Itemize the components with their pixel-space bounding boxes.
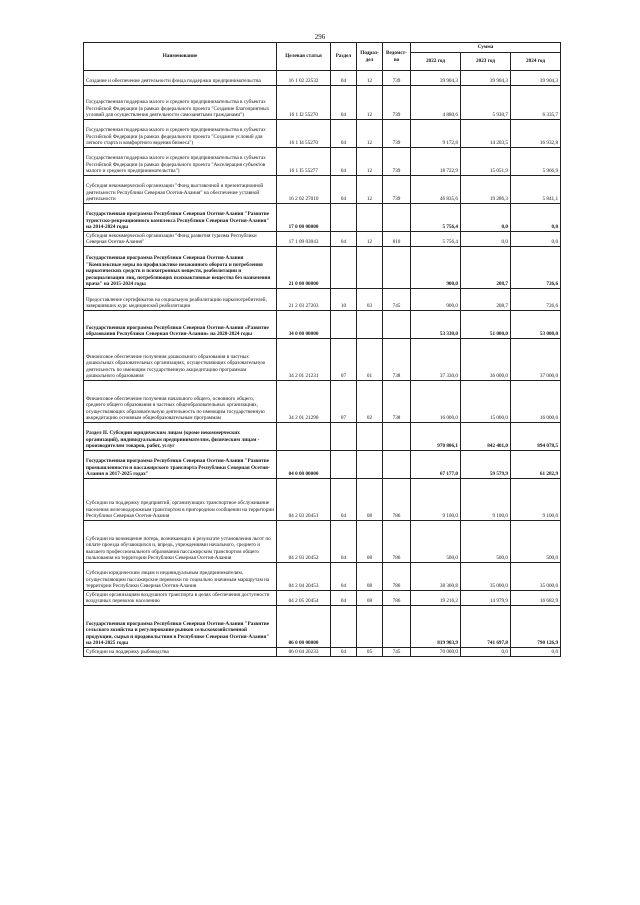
table-row [84, 204, 561, 232]
row-2024: 790 126,9 [511, 606, 561, 648]
row-target: 04 2 03 20451 [277, 479, 331, 521]
row-2023: 842 401,0 [461, 423, 511, 451]
row-2023: 500,0 [461, 521, 511, 563]
row-2022: 9 172,8 [411, 120, 461, 148]
table-row [84, 232, 561, 247]
row-name: Субсидии на возмещение потерь, возникающих в результате установления льгот по оплате проезда обучающихся и, впредь, учреждениями начального, среднего и высшего профессионального образования пассажирским транспортом общего пользования на территории Республики Северная Осетия-Алания [84, 521, 277, 563]
row-subsection: 12 [357, 120, 383, 148]
row-dept: 739 [383, 176, 411, 204]
row-subsection: 12 [357, 86, 383, 120]
row-2023: 36 000,0 [461, 339, 511, 381]
row-dept [383, 451, 411, 479]
header-2024: 2024 год [511, 53, 561, 71]
row-target: 16 1 02 22532 [277, 71, 331, 86]
page-number: 296 [314, 33, 326, 41]
header-dept: Ведомст-во [383, 43, 411, 71]
table-row [84, 289, 561, 311]
row-subsection: 12 [357, 148, 383, 176]
row-subsection: 08 [357, 563, 383, 591]
row-subsection [357, 423, 383, 451]
header-subsection: Подраз-дел [357, 43, 383, 71]
row-2024: 500,0 [511, 521, 561, 563]
row-dept: 786 [383, 521, 411, 563]
table-row [84, 381, 561, 423]
row-dept: 738 [383, 339, 411, 381]
row-name: Государственная программа Республики Северная Осетия-Алания "Комплексные меры по профилактике незаконного оборота и потребления наркотических средств и психотропных веществ, реабилитации и ресоциализации лиц, потребляющих психоактивные вещества без назначения врача" на 2015-2024 годы [84, 247, 277, 289]
row-dept [383, 204, 411, 232]
row-dept [383, 423, 411, 451]
row-2024: 5 841,1 [511, 176, 561, 204]
row-2022: 19 216,2 [411, 591, 461, 606]
row-name: Государственная поддержка малого и среднего предпринимательства в субъектах Российской Федерации (в рамках федерального проекта "Акселерация субъектов малого и среднего предпринимательства") [84, 148, 277, 176]
row-2022: 70 000,0 [411, 648, 461, 657]
row-name: Финансовое обеспечение получения дошкольного образования в частных дошкольных образовательных организациях, осуществляющих образовательную деятельность по имеющим государственную аккредитацию программам дошкольного образования [84, 339, 277, 381]
row-2023: 9 100,0 [461, 479, 511, 521]
row-2022: 18 722,9 [411, 148, 461, 176]
row-2022: 39 904,3 [411, 71, 461, 86]
row-dept [383, 311, 411, 339]
row-2024: 726,6 [511, 289, 561, 311]
row-name: Государственная программа Республики Северная Осетия-Алания "Развитие промышленности и пассажирского транспорта Республики Северная Осетия-Алания в 2017-2025 годах" [84, 451, 277, 479]
row-2023: 59 579,9 [461, 451, 511, 479]
table-row [84, 591, 561, 606]
row-dept: 739 [383, 148, 411, 176]
row-2024: 5 966,9 [511, 148, 561, 176]
row-2023: 208,7 [461, 289, 511, 311]
row-2024: 16 682,9 [511, 591, 561, 606]
row-2023: 14 979,9 [461, 591, 511, 606]
row-subsection: 12 [357, 71, 383, 86]
row-section: 07 [331, 381, 357, 423]
row-subsection: 08 [357, 591, 383, 606]
row-dept: 786 [383, 563, 411, 591]
table-row [84, 521, 561, 563]
table-row [84, 451, 561, 479]
row-2022: 819 903,9 [411, 606, 461, 648]
row-section: 04 [331, 120, 357, 148]
row-target: 04 2 04 20453 [277, 563, 331, 591]
row-2022: 900,0 [411, 247, 461, 289]
row-2023: 51 000,0 [461, 311, 511, 339]
row-target: 21 2 03 27203 [277, 289, 331, 311]
row-2024: 0,0 [511, 204, 561, 232]
row-section: 04 [331, 521, 357, 563]
row-2022: 16 000,0 [411, 381, 461, 423]
row-2022: 900,0 [411, 289, 461, 311]
row-name: Создание и обеспечение деятельности фонда поддержки предпринимательства [84, 71, 277, 86]
row-target: 34 0 00 00000 [277, 311, 331, 339]
row-name: Государственная программа Республики Северная Осетия-Алания "Развитие сельского хозяйства и регулирование рынков сельскохозяйственной продукции, сырья и продовольствия в Республике Северная Осетия-Алания" на 2014-2025 годы [84, 606, 277, 648]
row-name: Финансовое обеспечение получения начального общего, основного общего, среднего общего образования в частных общеобразовательных организациях, осуществляющих образовательную деятельность по имеющим государственную аккредитацию основным общеобразовательным программам [84, 381, 277, 423]
row-name: Субсидии юридическим лицам и индивидуальным предпринимателям, осуществляющим пассажирские перевозки по социально значимым маршрутам на территории Республики Северная Осетия-Алания [84, 563, 277, 591]
row-section [331, 606, 357, 648]
row-2024: 16 932,8 [511, 120, 561, 148]
table-body [84, 71, 561, 657]
row-2023: 741 697,8 [461, 606, 511, 648]
row-target: 34 2 01 21290 [277, 381, 331, 423]
row-dept: 786 [383, 591, 411, 606]
row-dept: 739 [383, 120, 411, 148]
row-name: Субсидии организациям воздушного транспорта в целях обеспечения доступности воздушных перевозок населению [84, 591, 277, 606]
row-section [331, 247, 357, 289]
row-target: 06 0 00 00000 [277, 606, 331, 648]
row-2022: 5 756,4 [411, 232, 461, 247]
budget-table [83, 42, 561, 657]
row-target: 16 1 I5 55277 [277, 148, 331, 176]
row-section [331, 451, 357, 479]
row-section: 04 [331, 648, 357, 657]
row-2024: 39 904,3 [511, 71, 561, 86]
row-target: 34 2 01 21231 [277, 339, 331, 381]
row-2023: 0,0 [461, 648, 511, 657]
table-row [84, 339, 561, 381]
row-2022: 67 177,0 [411, 451, 461, 479]
row-name: Государственная поддержка малого и среднего предпринимательства в субъектах Российской Федерации (в рамках федерального проекта "Создание благоприятных условий для осуществления деятельности самозанятыми гражданами") [84, 86, 277, 120]
row-section [331, 204, 357, 232]
table-row [84, 71, 561, 86]
row-2023: 35 000,0 [461, 563, 511, 591]
row-dept: 786 [383, 479, 411, 521]
row-2023: 0,0 [461, 232, 511, 247]
row-section: 04 [331, 479, 357, 521]
row-section: 04 [331, 232, 357, 247]
table-row [84, 563, 561, 591]
row-dept: 810 [383, 232, 411, 247]
row-target: 04 2 05 20454 [277, 591, 331, 606]
row-2023: 39 904,3 [461, 71, 511, 86]
table-row [84, 479, 561, 521]
row-2024: 0,0 [511, 648, 561, 657]
row-section: 10 [331, 289, 357, 311]
row-2022: 46 835,6 [411, 176, 461, 204]
row-dept [383, 247, 411, 289]
row-2024: 35 000,0 [511, 563, 561, 591]
row-2024: 0,0 [511, 232, 561, 247]
row-name: Субсидия некоммерческой организации "Фонд выставочной и презентационной деятельности Республики Северная Осетия-Алания" на обеспечение уставной деятельности [84, 176, 277, 204]
row-target: 06 0 04 20233 [277, 648, 331, 657]
row-2022: 970 806,1 [411, 423, 461, 451]
row-section: 07 [331, 339, 357, 381]
row-dept: 739 [383, 71, 411, 86]
table-row [84, 423, 561, 451]
table-row [84, 648, 561, 657]
row-2024: 37 000,0 [511, 339, 561, 381]
row-subsection: 08 [357, 521, 383, 563]
row-target: 04 2 03 20452 [277, 521, 331, 563]
row-section: 04 [331, 176, 357, 204]
row-name: Государственная поддержка малого и среднего предпринимательства в субъектах Российской Федерации (в рамках федерального проекта "Создание условий для легкого старта и комфортного ведения бизнеса") [84, 120, 277, 148]
table-row [84, 311, 561, 339]
row-2022: 4 880,6 [411, 86, 461, 120]
row-2024: 6 335,7 [511, 86, 561, 120]
row-name: Предоставление сертификатов на социальную реабилитацию наркопотребителей, завершивших курс медицинской реабилитации [84, 289, 277, 311]
table-row [84, 120, 561, 148]
row-subsection: 12 [357, 232, 383, 247]
header-sum: Сумма [411, 43, 561, 53]
header-2023: 2023 год [461, 53, 511, 71]
row-2024: 894 078,5 [511, 423, 561, 451]
row-subsection: 01 [357, 339, 383, 381]
header-name: Наименование [84, 43, 277, 71]
row-subsection: 05 [357, 648, 383, 657]
row-2023: 0,0 [461, 204, 511, 232]
row-2023: 15 000,0 [461, 381, 511, 423]
row-2022: 53 330,0 [411, 311, 461, 339]
row-target: 16 2 02 27010 [277, 176, 331, 204]
row-target: 16 1 I4 55270 [277, 120, 331, 148]
row-section: 04 [331, 71, 357, 86]
row-dept: 745 [383, 648, 411, 657]
row-2022: 5 756,4 [411, 204, 461, 232]
header-2022: 2022 год [411, 53, 461, 71]
row-name: Субсидия некоммерческой организации "Фонд развития туризма Республики Северная Осетия-Алания" [84, 232, 277, 247]
row-section [331, 311, 357, 339]
row-2022: 38 360,8 [411, 563, 461, 591]
table-row [84, 86, 561, 120]
row-target: 16 1 I2 55270 [277, 86, 331, 120]
row-target: 17 1 09 03043 [277, 232, 331, 247]
row-2023: 19 286,3 [461, 176, 511, 204]
row-2023: 15 051,9 [461, 148, 511, 176]
row-subsection [357, 247, 383, 289]
row-subsection: 02 [357, 381, 383, 423]
row-subsection: 08 [357, 479, 383, 521]
row-name: Субсидии на поддержку рыбоводства [84, 648, 277, 657]
header-target: Целевая статья [277, 43, 331, 71]
row-section: 04 [331, 591, 357, 606]
row-2024: 726,6 [511, 247, 561, 289]
row-target: 04 0 00 00000 [277, 451, 331, 479]
row-2024: 16 000,0 [511, 381, 561, 423]
table-row [84, 148, 561, 176]
row-subsection [357, 311, 383, 339]
row-2022: 9 100,0 [411, 479, 461, 521]
row-2023: 14 203,5 [461, 120, 511, 148]
row-2022: 37 330,0 [411, 339, 461, 381]
table-row [84, 176, 561, 204]
row-name: Субсидии на поддержку предприятий, организующих транспортное обслуживание населения железнодорожным транспортом в пригородном сообщении на территории Республики Северная Осетия-Алания [84, 479, 277, 521]
row-subsection [357, 451, 383, 479]
row-2024: 53 000,0 [511, 311, 561, 339]
table-row [84, 606, 561, 648]
row-subsection: 12 [357, 176, 383, 204]
row-name: Раздел II. Субсидии юридическим лицам (кроме некоммерческих организаций), индивидуальным предпринимателям, физическим лицам - производителям товаров, работ, услуг [84, 423, 277, 451]
row-2023: 208,7 [461, 247, 511, 289]
row-section: 04 [331, 86, 357, 120]
row-subsection [357, 204, 383, 232]
header-section: Раздел [331, 43, 357, 71]
row-2024: 61 282,9 [511, 451, 561, 479]
row-target [277, 423, 331, 451]
row-subsection: 03 [357, 289, 383, 311]
row-target: 17 0 00 00000 [277, 204, 331, 232]
row-subsection [357, 606, 383, 648]
row-2022: 500,0 [411, 521, 461, 563]
row-section [331, 423, 357, 451]
table-row [84, 247, 561, 289]
row-name: Государственная программа Республики Северная Осетия-Алания «Развитие образования Республики Северная Осетия-Алания» на 2020-2024 годы [84, 311, 277, 339]
row-section: 04 [331, 563, 357, 591]
row-2024: 9 100,0 [511, 479, 561, 521]
row-section: 04 [331, 148, 357, 176]
row-dept: 738 [383, 381, 411, 423]
row-dept: 745 [383, 289, 411, 311]
row-dept: 739 [383, 86, 411, 120]
row-name: Государственная программа Республики Северная Осетия-Алания "Развитие туристско-рекреационного комплекса Республики Северная Осетия-Алания" на 2014-2024 годы [84, 204, 277, 232]
row-target: 21 0 00 00000 [277, 247, 331, 289]
row-2023: 5 930,7 [461, 86, 511, 120]
row-dept [383, 606, 411, 648]
